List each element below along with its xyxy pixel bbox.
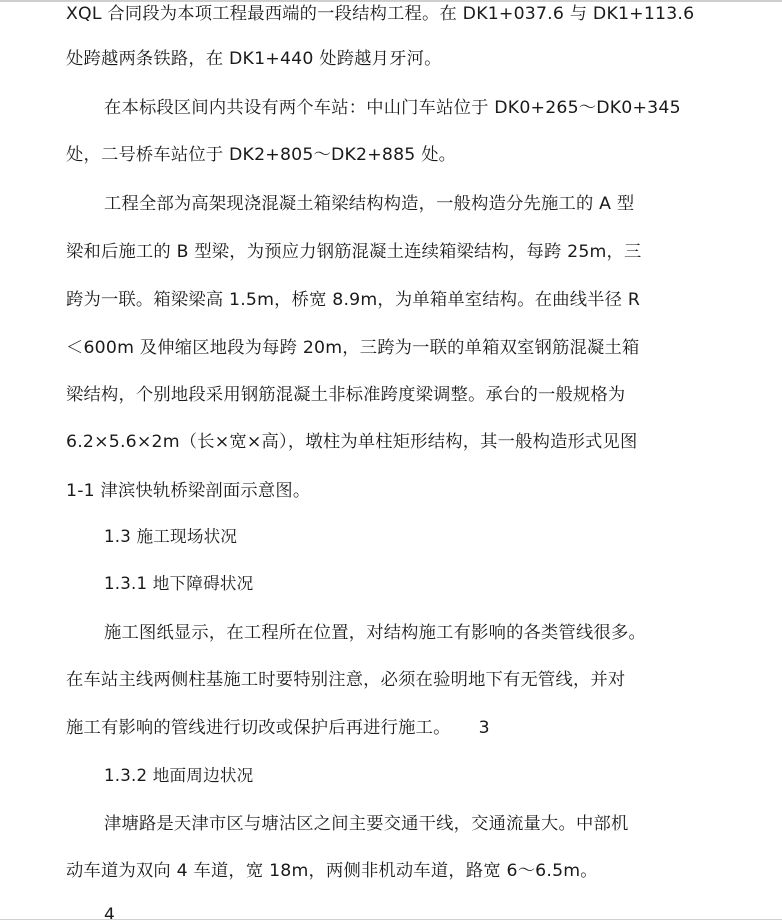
paragraph-line: 处，二号桥车站位于 DK2+805～DK2+885 处。 — [66, 145, 457, 165]
paragraph-line: 工程全部为高架现浇混凝土箱梁结构构造，一般构造分先施工的 A 型 — [104, 194, 635, 214]
paragraph-line: 津塘路是天津市区与塘沽区之间主要交通干线，交通流量大。中部机 — [104, 814, 629, 834]
bottom-rule — [0, 919, 782, 920]
paragraph-line: 梁和后施工的 B 型梁，为预应力钢筋混凝土连续箱梁结构，每跨 25m，三 — [66, 242, 642, 262]
paragraph-line: XQL 合同段为本项工程最西端的一段结构工程。在 DK1+037.6 与 DK1+113.6 — [66, 4, 695, 24]
paragraph-line: ＜600m 及伸缩区地段为每跨 20m，三跨为一联的单箱双室钢筋混凝土箱 — [66, 338, 640, 358]
subsection-heading: 1.3.2 地面周边状况 — [104, 766, 254, 785]
paragraph-line: 在本标段区间内共设有两个车站：中山门车站位于 DK0+265～DK0+345 — [104, 98, 681, 118]
subsection-heading: 1.3.1 地下障碍状况 — [104, 574, 254, 593]
paragraph-line: 1-1 津滨快轨桥梁剖面示意图。 — [66, 481, 311, 501]
paragraph-line: 梁结构，个别地段采用钢筋混凝土非标准跨度梁调整。承台的一般规格为 — [66, 385, 626, 405]
paragraph-text: 施工有影响的管线进行切改或保护后再进行施工。 — [66, 718, 451, 738]
section-heading: 1.3 施工现场状况 — [104, 527, 238, 546]
paragraph-line — [66, 716, 490, 740]
paragraph-line: 动车道为双向 4 车道，宽 18m，两侧非机动车道，路宽 6～6.5m。 — [66, 861, 598, 881]
paragraph-line: 6.2×5.6×2m（长×宽×高），墩柱为单柱矩形结构，其一般构造形式见图 — [66, 432, 638, 452]
inline-page-number: 3 — [478, 718, 490, 738]
paragraph-line: 施工图纸显示，在工程所在位置，对结构施工有影响的各类管线很多。 — [104, 623, 646, 643]
paragraph-line: 跨为一联。箱梁梁高 1.5m，桥宽 8.9m，为单箱单室结构。在曲线半径 R — [66, 290, 641, 310]
paragraph-line: 在车站主线两侧柱基施工时要特别注意，必须在验明地下有无管线，并对 — [66, 670, 626, 690]
footer-page-number: 4 — [104, 905, 115, 919]
paragraph-line: 处跨越两条铁路，在 DK1+440 处跨越月牙河。 — [66, 49, 442, 69]
